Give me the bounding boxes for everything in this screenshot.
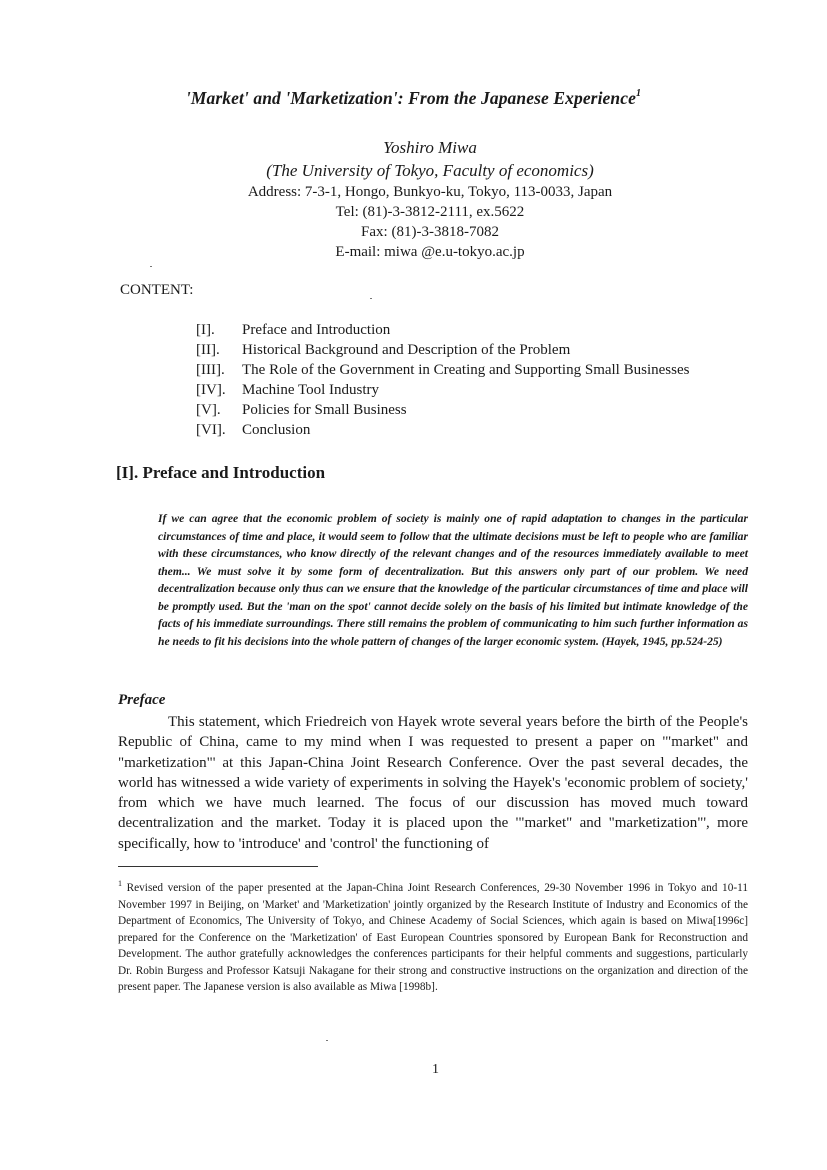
author-address: Address: 7-3-1, Hongo, Bunkyo-ku, Tokyo, 113-0033, Japan — [247, 184, 613, 200]
hayek-quote: If we can agree that the economic problem of society is mainly one of rapid adaptation to changes in the particular circumstances of time and place, it would seem to follow that the ultimate decisions must be left to people who are familiar with these circumstances, who know directly of the relevant changes and of the resources immediately available to meet them... We must solve it by some form of decentralization. But this answers only part of our problem. We need decentralization because only thus can we ensure that the knowledge of the particular circumstances of time and place will be promptly used. But the 'man on the spot' cannot decide solely on the basis of his limited but intimate knowledge of the facts of his immediate surroundings. There still remains the problem of communicating to him such further information as he needs to fit his decisions into the whole pattern of changes of the larger economic system. (Hayek, 1945, pp.524-25) — [158, 512, 748, 648]
footnote-text: Revised version of the paper presented at the Japan-China Joint Research Conferences, 29-30 November 1996 in Tokyo and 10-11 November 1997 in Beijing, on 'Market' and 'Marketization' jointly organized by the Research Institute of Industry and Economics of the Department of Economics, The University of Tokyo, and Chinese Academy of Social Sciences, which again is based on Miwa[1996c] prepared for the Conference on the 'Marketization' of East European Countries sponsored by European Bank for Reconstruction and Development. The author gratefully acknowledges the conferences participants for their helpful comments and suggestions, particularly Dr. Robin Burgess and Professor Katsuji Nakagane for their strong and constructive instructions on the organization and direction of the present paper. The Japanese version is also available as Miwa [1998b]. — [118, 882, 748, 993]
toc-item-label: Conclusion — [242, 422, 311, 438]
preface-subheading: Preface — [118, 692, 166, 708]
author-name: Yoshiro Miwa — [383, 138, 477, 157]
toc-item-number: [VI]. — [196, 422, 226, 438]
table-of-contents — [196, 320, 689, 440]
toc-item-label: Preface and Introduction — [242, 322, 391, 338]
toc-item-label: Policies for Small Business — [242, 402, 407, 418]
toc-item-number: [II]. — [196, 342, 220, 358]
author-fax: Fax: (81)-3-3818-7082 — [361, 224, 499, 240]
scan-speck — [150, 266, 152, 267]
author-tel: Tel: (81)-3-3812-2111, ex.5622 — [335, 204, 525, 220]
toc-item-number: [I]. — [196, 322, 215, 338]
page-number: 1 — [432, 1062, 439, 1077]
footnote-marker: 1 — [118, 879, 122, 888]
toc-item — [196, 380, 689, 400]
toc-item — [196, 400, 689, 420]
paper-title — [0, 88, 827, 109]
toc-item-label: Machine Tool Industry — [242, 382, 379, 398]
title-footnote-marker: 1 — [636, 88, 642, 99]
scan-speck — [370, 298, 372, 299]
footnote — [118, 876, 748, 996]
preface-body: This statement, which Friedreich von Hayek wrote several years before the birth of the People's Republic of China, came to my mind when I was requested to present a paper on '"market" and "marketization"' at this Japan-China Joint Research Conference. Over the past several decades, the world has witnessed a wide variety of experiments in solving the Hayek's 'economic problem of society,' from which we have much learned. The focus of our discussion has moved much toward decentralization and the market. Today it is placed upon the '"market" and "marketization"', more specifically, how to 'introduce' and 'control' the functioning of — [118, 714, 748, 852]
scan-speck — [326, 1040, 328, 1041]
author-affiliation: (The University of Tokyo, Faculty of economics) — [266, 161, 594, 180]
toc-item-number: [V]. — [196, 402, 221, 418]
toc-item-number: [III]. — [196, 362, 225, 378]
section-heading: [I]. Preface and Introduction — [116, 463, 326, 482]
toc-item-number: [IV]. — [196, 382, 226, 398]
author-block — [200, 136, 660, 262]
toc-item-label: Historical Background and Description of the Problem — [242, 342, 571, 358]
toc-item — [196, 420, 689, 440]
contents-label: CONTENT: — [120, 282, 194, 298]
paper-title-text: 'Market' and 'Marketization': From the Japanese Experience — [185, 88, 636, 108]
toc-item-label: The Role of the Government in Creating and Supporting Small Businesses — [242, 362, 690, 378]
toc-item — [196, 340, 689, 360]
author-email: E-mail: miwa @e.u-tokyo.ac.jp — [335, 244, 525, 260]
toc-item — [196, 320, 689, 340]
toc-item — [196, 360, 689, 380]
footnote-divider — [118, 866, 318, 867]
